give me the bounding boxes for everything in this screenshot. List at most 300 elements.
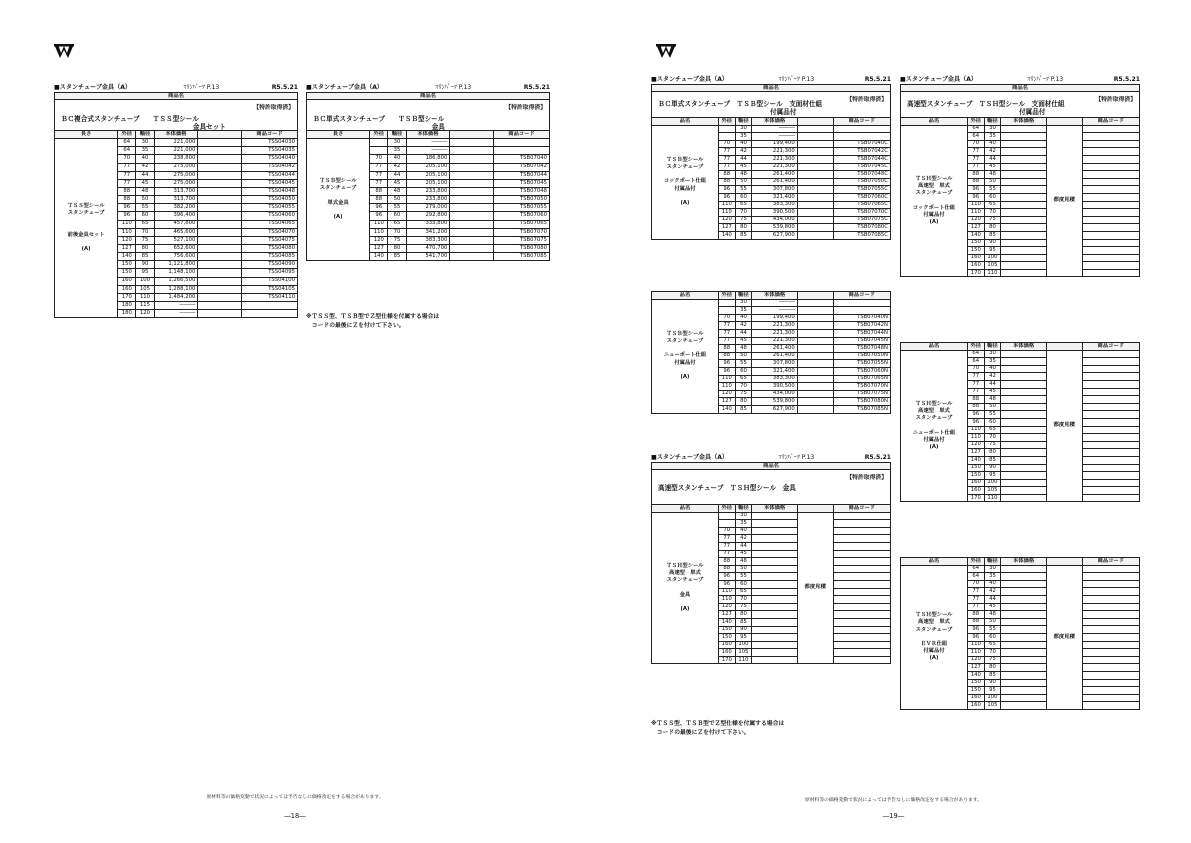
product-code — [833, 558, 890, 566]
outer-diameter: 77 — [967, 595, 984, 603]
shaft-diameter: 60 — [735, 580, 752, 588]
shaft-diameter: 50 — [735, 352, 752, 360]
outer-diameter: 64 — [967, 573, 984, 581]
price — [1001, 580, 1046, 588]
price-change-notice: 原材料等の価格変動で状況によっては予告なしに価格改定をする場合があります。 — [206, 795, 384, 800]
shaft-diameter: 42 — [388, 163, 406, 171]
outer-diameter: 88 — [718, 345, 735, 353]
shaft-diameter: 80 — [984, 664, 1001, 672]
shaft-diameter: 35 — [735, 307, 752, 315]
column-header — [1046, 343, 1082, 351]
price — [752, 641, 797, 649]
outer-diameter: 88 — [718, 178, 735, 186]
price — [1001, 702, 1046, 710]
product-code — [1082, 679, 1139, 687]
product-code — [1082, 411, 1139, 419]
product-code — [1082, 494, 1139, 502]
product-code: TSB07045N — [833, 337, 890, 345]
product-code — [1082, 125, 1139, 133]
shaft-diameter: 105 — [136, 285, 154, 293]
product-code — [833, 626, 890, 634]
column-header: 品名 — [652, 292, 719, 300]
price: 321,400 — [752, 193, 797, 201]
blank-cell — [797, 133, 833, 141]
column-header — [450, 131, 494, 139]
outer-diameter: 77 — [718, 329, 735, 337]
price — [752, 573, 797, 581]
price — [1001, 140, 1046, 148]
price — [1001, 380, 1046, 388]
price — [752, 542, 797, 550]
shaft-diameter: 55 — [735, 360, 752, 368]
price: 221,300 — [752, 163, 797, 171]
outer-diameter: 160 — [967, 487, 984, 495]
blank-cell — [450, 187, 494, 195]
catalog-ref: ﾏﾘﾝﾊﾟｰﾂ P.13 — [778, 454, 815, 461]
blank-cell — [198, 147, 242, 155]
shaft-diameter: 48 — [136, 187, 154, 195]
blank-cell — [797, 155, 833, 163]
product-code: TSB07044N — [833, 329, 890, 337]
product-code: TSB07060N — [833, 367, 890, 375]
shaft-diameter: 30 — [984, 125, 1001, 133]
price — [1001, 426, 1046, 434]
page-number: ―18― — [284, 812, 306, 820]
outer-diameter: 150 — [118, 261, 136, 269]
product-code — [1082, 201, 1139, 209]
outer-diameter: 77 — [718, 550, 735, 558]
product-code — [1082, 388, 1139, 396]
shaft-diameter: 105 — [984, 487, 1001, 495]
price — [1001, 163, 1046, 171]
price — [1001, 171, 1046, 179]
outer-diameter: 96 — [967, 193, 984, 201]
blank-cell — [198, 285, 242, 293]
blank-cell — [450, 163, 494, 171]
price: 221,000 — [154, 139, 198, 147]
product-code: TSS04045 — [242, 179, 298, 187]
column-header-row — [901, 118, 1140, 126]
price: 233,800 — [406, 187, 450, 195]
shaft-diameter: 40 — [735, 140, 752, 148]
price — [1001, 239, 1046, 247]
outer-diameter: 88 — [370, 187, 388, 195]
price-table-tss — [54, 84, 298, 318]
blank-cell — [450, 228, 494, 236]
product-code: TSB07075C — [833, 216, 890, 224]
outer-diameter: 64 — [967, 565, 984, 573]
revision-date: R5.5.21 — [864, 76, 891, 83]
blank-cell — [450, 220, 494, 228]
outer-diameter: 150 — [967, 239, 984, 247]
product-code — [833, 512, 890, 520]
price: 756,600 — [154, 253, 198, 261]
shaft-diameter: 90 — [136, 261, 154, 269]
blank-cell — [797, 390, 833, 398]
product-code: TSB07060C — [833, 193, 890, 201]
shaft-diameter: 110 — [984, 494, 1001, 502]
price — [752, 603, 797, 611]
column-header: 本体価格 — [154, 131, 198, 139]
blank-cell — [198, 228, 242, 236]
blank-cell — [797, 148, 833, 156]
column-header: 品名 — [901, 343, 968, 351]
blank-cell — [198, 261, 242, 269]
shaft-diameter: 48 — [735, 345, 752, 353]
revision-date: R5.5.21 — [271, 84, 298, 91]
table-row — [652, 512, 891, 520]
column-header: 商品コード — [494, 131, 550, 139]
blank-cell — [797, 352, 833, 360]
shaft-diameter: 75 — [388, 236, 406, 244]
shaft-diameter: 85 — [735, 405, 752, 413]
shaft-diameter: 65 — [984, 201, 1001, 209]
outer-diameter: 120 — [718, 216, 735, 224]
shaft-diameter: 30 — [735, 512, 752, 520]
product-code: TSS04030 — [242, 139, 298, 147]
company-logo-icon — [656, 44, 676, 58]
price — [752, 649, 797, 657]
outer-diameter: 110 — [718, 383, 735, 391]
outer-diameter: 88 — [967, 396, 984, 404]
price-table-tsh-fittings — [651, 454, 891, 664]
price: 382,200 — [154, 204, 198, 212]
blank-cell — [797, 216, 833, 224]
product-name-header: 商品名 — [307, 93, 549, 100]
shaft-diameter: 100 — [136, 277, 154, 285]
blank-cell — [450, 139, 494, 147]
product-code: TSB07040C — [833, 140, 890, 148]
outer-diameter: 110 — [967, 641, 984, 649]
outer-diameter: 160 — [718, 641, 735, 649]
product-code — [1082, 262, 1139, 270]
product-code: TSS04048 — [242, 187, 298, 195]
block-header — [651, 76, 891, 84]
product-code — [1082, 573, 1139, 581]
product-name-header: 商品名 — [901, 85, 1139, 92]
product-code — [1082, 396, 1139, 404]
price: 465,600 — [154, 228, 198, 236]
column-header — [1046, 118, 1082, 126]
shaft-diameter: 35 — [984, 358, 1001, 366]
column-header: 外径 — [967, 558, 984, 566]
column-header: 本体価格 — [1001, 558, 1046, 566]
column-header: 本体価格 — [752, 292, 797, 300]
outer-diameter: 120 — [718, 603, 735, 611]
product-code: TSS04065 — [242, 220, 298, 228]
outer-diameter: 120 — [718, 390, 735, 398]
price: 238,800 — [154, 155, 198, 163]
shaft-diameter: 48 — [735, 171, 752, 179]
product-code — [833, 527, 890, 535]
product-code — [1082, 702, 1139, 710]
price — [752, 596, 797, 604]
column-header: 本体価格 — [752, 505, 797, 513]
blank-cell — [797, 171, 833, 179]
product-code — [1082, 239, 1139, 247]
shaft-diameter: 45 — [984, 388, 1001, 396]
shaft-diameter: 75 — [984, 216, 1001, 224]
product-code: TSB07055N — [833, 360, 890, 368]
column-header: 本体価格 — [1001, 343, 1046, 351]
shaft-diameter: 90 — [984, 464, 1001, 472]
outer-diameter: 77 — [967, 373, 984, 381]
price — [1001, 487, 1046, 495]
shaft-diameter: 50 — [984, 618, 1001, 626]
column-header: 外径 — [718, 505, 735, 513]
product-name: 高速型スタンチューブ ＴＳＨ型シール 金具 — [658, 484, 796, 492]
price: 205,100 — [406, 171, 450, 179]
price: 539,800 — [752, 398, 797, 406]
blank-cell — [450, 236, 494, 244]
shaft-diameter: 70 — [984, 209, 1001, 217]
product-code: TSB07070 — [494, 228, 550, 236]
price — [752, 520, 797, 528]
catalog-ref: ﾏﾘﾝﾊﾟｰﾂ P.13 — [183, 84, 220, 91]
shaft-diameter: 45 — [984, 163, 1001, 171]
price — [1001, 216, 1046, 224]
outer-diameter: 110 — [718, 588, 735, 596]
price-table-tsb — [306, 84, 550, 261]
price-table — [651, 117, 891, 240]
product-code: TSS04105 — [242, 285, 298, 293]
outer-diameter: 170 — [718, 656, 735, 664]
outer-diameter: 150 — [967, 247, 984, 255]
product-code — [1082, 247, 1139, 255]
product-code: TSS04042 — [242, 163, 298, 171]
table-row — [55, 139, 298, 147]
shaft-diameter: 90 — [735, 626, 752, 634]
product-group-name: ＴＳＨ型シール 高速型 単式 スタンチューブ 金具 (A) — [652, 512, 719, 664]
outer-diameter: 64 — [118, 139, 136, 147]
shaft-diameter: 42 — [735, 148, 752, 156]
column-header: 商品コード — [833, 118, 890, 126]
outer-diameter — [718, 299, 735, 307]
price — [1001, 193, 1046, 201]
column-header — [1046, 558, 1082, 566]
product-code — [1082, 441, 1139, 449]
column-header: 商品コード — [242, 131, 298, 139]
shaft-diameter: 80 — [136, 244, 154, 252]
outer-diameter: 150 — [967, 472, 984, 480]
price: 1,121,800 — [154, 261, 198, 269]
block-title: ■スタンチューブ金具（A） — [651, 454, 729, 461]
outer-diameter: 110 — [718, 209, 735, 217]
outer-diameter: 96 — [370, 204, 388, 212]
shaft-diameter: 60 — [136, 212, 154, 220]
product-code — [1082, 687, 1139, 695]
blank-cell — [198, 187, 242, 195]
price: 539,800 — [752, 224, 797, 232]
outer-diameter: 180 — [118, 301, 136, 309]
price-table — [900, 342, 1140, 502]
outer-diameter: 160 — [967, 479, 984, 487]
shaft-diameter: 30 — [984, 565, 1001, 573]
product-code: TSB07080C — [833, 224, 890, 232]
price: 313,700 — [154, 187, 198, 195]
column-header: 長さ — [55, 131, 118, 139]
product-code — [242, 310, 298, 318]
outer-diameter: 110 — [118, 220, 136, 228]
blank-cell — [797, 383, 833, 391]
shaft-diameter: 44 — [388, 171, 406, 179]
blank-cell — [198, 163, 242, 171]
outer-diameter: 77 — [967, 163, 984, 171]
column-header: 軸径 — [136, 131, 154, 139]
column-header: 外径 — [718, 292, 735, 300]
price — [1001, 611, 1046, 619]
product-code: TSS04050 — [242, 196, 298, 204]
shaft-diameter: 80 — [735, 224, 752, 232]
outer-diameter: 150 — [967, 464, 984, 472]
shaft-diameter: 70 — [735, 209, 752, 217]
outer-diameter: 96 — [370, 212, 388, 220]
shaft-diameter: 85 — [984, 671, 1001, 679]
outer-diameter: 110 — [370, 220, 388, 228]
price: 313,700 — [154, 196, 198, 204]
shaft-diameter: 40 — [984, 365, 1001, 373]
price — [1001, 247, 1046, 255]
quote-on-request: 都度見積 — [1046, 125, 1082, 277]
price: 275,000 — [154, 171, 198, 179]
product-code — [1082, 209, 1139, 217]
blank-cell — [198, 301, 242, 309]
blank-cell — [198, 220, 242, 228]
shaft-diameter: 50 — [984, 178, 1001, 186]
catalog-ref: ﾏﾘﾝﾊﾟｰﾂ P.13 — [1027, 76, 1064, 83]
price: ――― — [154, 301, 198, 309]
revision-date: R5.5.21 — [864, 454, 891, 461]
price: 307,800 — [752, 360, 797, 368]
shaft-diameter: 44 — [984, 380, 1001, 388]
outer-diameter: 77 — [967, 603, 984, 611]
price — [1001, 434, 1046, 442]
price: 527,100 — [154, 236, 198, 244]
price — [1001, 679, 1046, 687]
table-row — [307, 139, 550, 147]
outer-diameter: 127 — [967, 449, 984, 457]
price — [752, 565, 797, 573]
shaft-diameter: 44 — [735, 155, 752, 163]
outer-diameter: 88 — [967, 178, 984, 186]
blank-cell — [797, 367, 833, 375]
price — [1001, 618, 1046, 626]
shaft-diameter: 45 — [388, 179, 406, 187]
price — [1001, 201, 1046, 209]
price — [752, 558, 797, 566]
outer-diameter: 96 — [718, 193, 735, 201]
outer-diameter: 88 — [967, 403, 984, 411]
shaft-diameter: 55 — [984, 186, 1001, 194]
product-code: TSS04080 — [242, 244, 298, 252]
outer-diameter: 110 — [967, 209, 984, 217]
product-code: TSS04110 — [242, 293, 298, 301]
shaft-diameter: 45 — [735, 550, 752, 558]
price — [1001, 365, 1046, 373]
product-group-name: ＴＳＨ型シール 高速型 単式 スタンチューブ コックポート仕組 付属品付 (A) — [901, 125, 968, 277]
shaft-diameter: 60 — [388, 212, 406, 220]
outer-diameter: 77 — [718, 535, 735, 543]
patent-mark: 【特許取得済】 — [505, 105, 546, 111]
shaft-diameter: 95 — [136, 269, 154, 277]
shaft-diameter: 85 — [735, 231, 752, 239]
product-code — [1082, 216, 1139, 224]
blank-cell — [797, 140, 833, 148]
shaft-diameter: 120 — [136, 310, 154, 318]
price: 221,300 — [752, 337, 797, 345]
product-code — [833, 307, 890, 315]
product-code — [1082, 611, 1139, 619]
blank-cell — [797, 201, 833, 209]
product-code: TSS04070 — [242, 228, 298, 236]
outer-diameter: 88 — [370, 196, 388, 204]
product-code: TSB07042N — [833, 322, 890, 330]
shaft-diameter: 30 — [984, 350, 1001, 358]
price — [1001, 633, 1046, 641]
outer-diameter: 160 — [118, 285, 136, 293]
price: 1,484,200 — [154, 293, 198, 301]
outer-diameter: 140 — [718, 618, 735, 626]
product-code — [1082, 472, 1139, 480]
column-header: 軸径 — [735, 505, 752, 513]
outer-diameter: 77 — [370, 171, 388, 179]
shaft-diameter: 100 — [735, 641, 752, 649]
price — [752, 626, 797, 634]
price: 205,100 — [406, 179, 450, 187]
table-row — [901, 350, 1140, 358]
shaft-diameter: 110 — [984, 269, 1001, 277]
outer-diameter: 70 — [718, 140, 735, 148]
outer-diameter: 160 — [967, 262, 984, 270]
column-header: 軸径 — [735, 118, 752, 126]
product-code: TSB07050 — [494, 196, 550, 204]
blank-cell — [198, 212, 242, 220]
shaft-diameter: 50 — [735, 565, 752, 573]
column-header: 軸径 — [388, 131, 406, 139]
product-group-name: ＴＳＨ型シール 高速型 単式 スタンチューブ ニューポート仕組 付属品付 (A) — [901, 350, 968, 502]
product-code — [1082, 418, 1139, 426]
shaft-diameter: 45 — [984, 603, 1001, 611]
price — [1001, 186, 1046, 194]
product-group-name: ＴＳＢ型シール スタンチューブ 単式金具 (A) — [307, 139, 370, 261]
product-code — [1082, 580, 1139, 588]
product-code: TSS04060 — [242, 212, 298, 220]
blank-cell — [797, 231, 833, 239]
shaft-diameter: 44 — [984, 155, 1001, 163]
column-header — [198, 131, 242, 139]
outer-diameter: 127 — [967, 224, 984, 232]
outer-diameter: 96 — [718, 367, 735, 375]
shaft-diameter: 44 — [735, 542, 752, 550]
shaft-diameter: 42 — [984, 588, 1001, 596]
blank-cell — [450, 253, 494, 261]
blank-cell — [797, 163, 833, 171]
product-code — [1082, 155, 1139, 163]
blank-cell — [797, 329, 833, 337]
outer-diameter: 170 — [118, 293, 136, 301]
price — [1001, 148, 1046, 156]
shaft-diameter: 35 — [735, 133, 752, 141]
shaft-diameter: 70 — [388, 228, 406, 236]
shaft-diameter: 44 — [984, 595, 1001, 603]
shaft-diameter: 50 — [388, 196, 406, 204]
price-table-tsh-cockport — [900, 76, 1140, 277]
shaft-diameter: 45 — [735, 163, 752, 171]
shaft-diameter: 80 — [984, 224, 1001, 232]
product-code: TSB07080N — [833, 398, 890, 406]
shaft-diameter: 40 — [735, 527, 752, 535]
blank-cell — [198, 236, 242, 244]
